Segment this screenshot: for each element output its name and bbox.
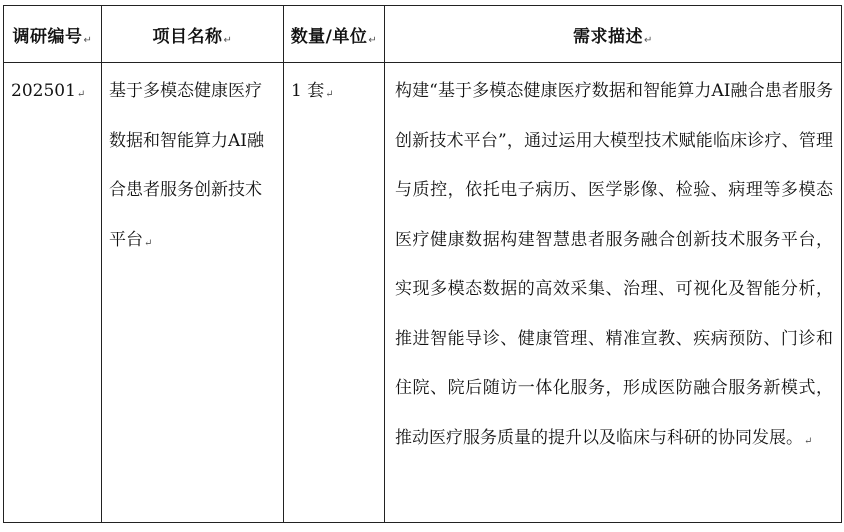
- cell-id: [4, 63, 102, 523]
- cell-description: [385, 63, 842, 523]
- paragraph-mark-icon: [144, 219, 152, 269]
- requirements-table: [3, 5, 842, 523]
- table-row: [4, 63, 842, 523]
- header-name: [102, 6, 284, 63]
- paragraph-mark-icon: [77, 70, 85, 120]
- header-quantity: [284, 6, 385, 63]
- header-id-label: 调研编号: [12, 26, 83, 47]
- paragraph-mark-icon: [224, 35, 233, 46]
- cell-name: [102, 63, 284, 523]
- header-quantity-label: 数量/单位: [290, 26, 368, 47]
- paragraph-mark-icon: [84, 35, 93, 46]
- project-id: 202501: [11, 81, 76, 101]
- paragraph-mark-icon: [368, 35, 377, 46]
- header-row: [4, 6, 842, 63]
- project-name: 基于多模态健康医疗数据和智能算力AI融合患者服务创新技术平台: [109, 81, 264, 250]
- project-quantity: 1 套: [291, 81, 325, 101]
- header-description: [385, 6, 842, 63]
- paragraph-mark-icon: [804, 417, 812, 467]
- project-description: 构建“基于多模态健康医疗数据和智能算力AI融合患者服务创新技术平台”，通过运用大模型技术赋能临床诊疗、管理与质控，依托电子病历、医学影像、检验、病理等多模态医疗健康数据构建智慧患者服务融合创新技术服务平台，实现多模态数据的高效采集、治理、可视化及智能分析，推进智能导诊、健康管理、精准宣教、疾病预防、门诊和住院、院后随访一体化服务，形成医防融合服务新模式，推动医疗服务质量的提升以及临床与科研的协同发展。: [395, 81, 833, 448]
- paragraph-mark-icon: [325, 70, 333, 120]
- cell-quantity: [284, 63, 385, 523]
- header-id: [4, 6, 102, 63]
- header-name-label: 项目名称: [152, 26, 223, 47]
- paragraph-mark-icon: [644, 35, 653, 46]
- header-description-label: 需求描述: [573, 26, 644, 47]
